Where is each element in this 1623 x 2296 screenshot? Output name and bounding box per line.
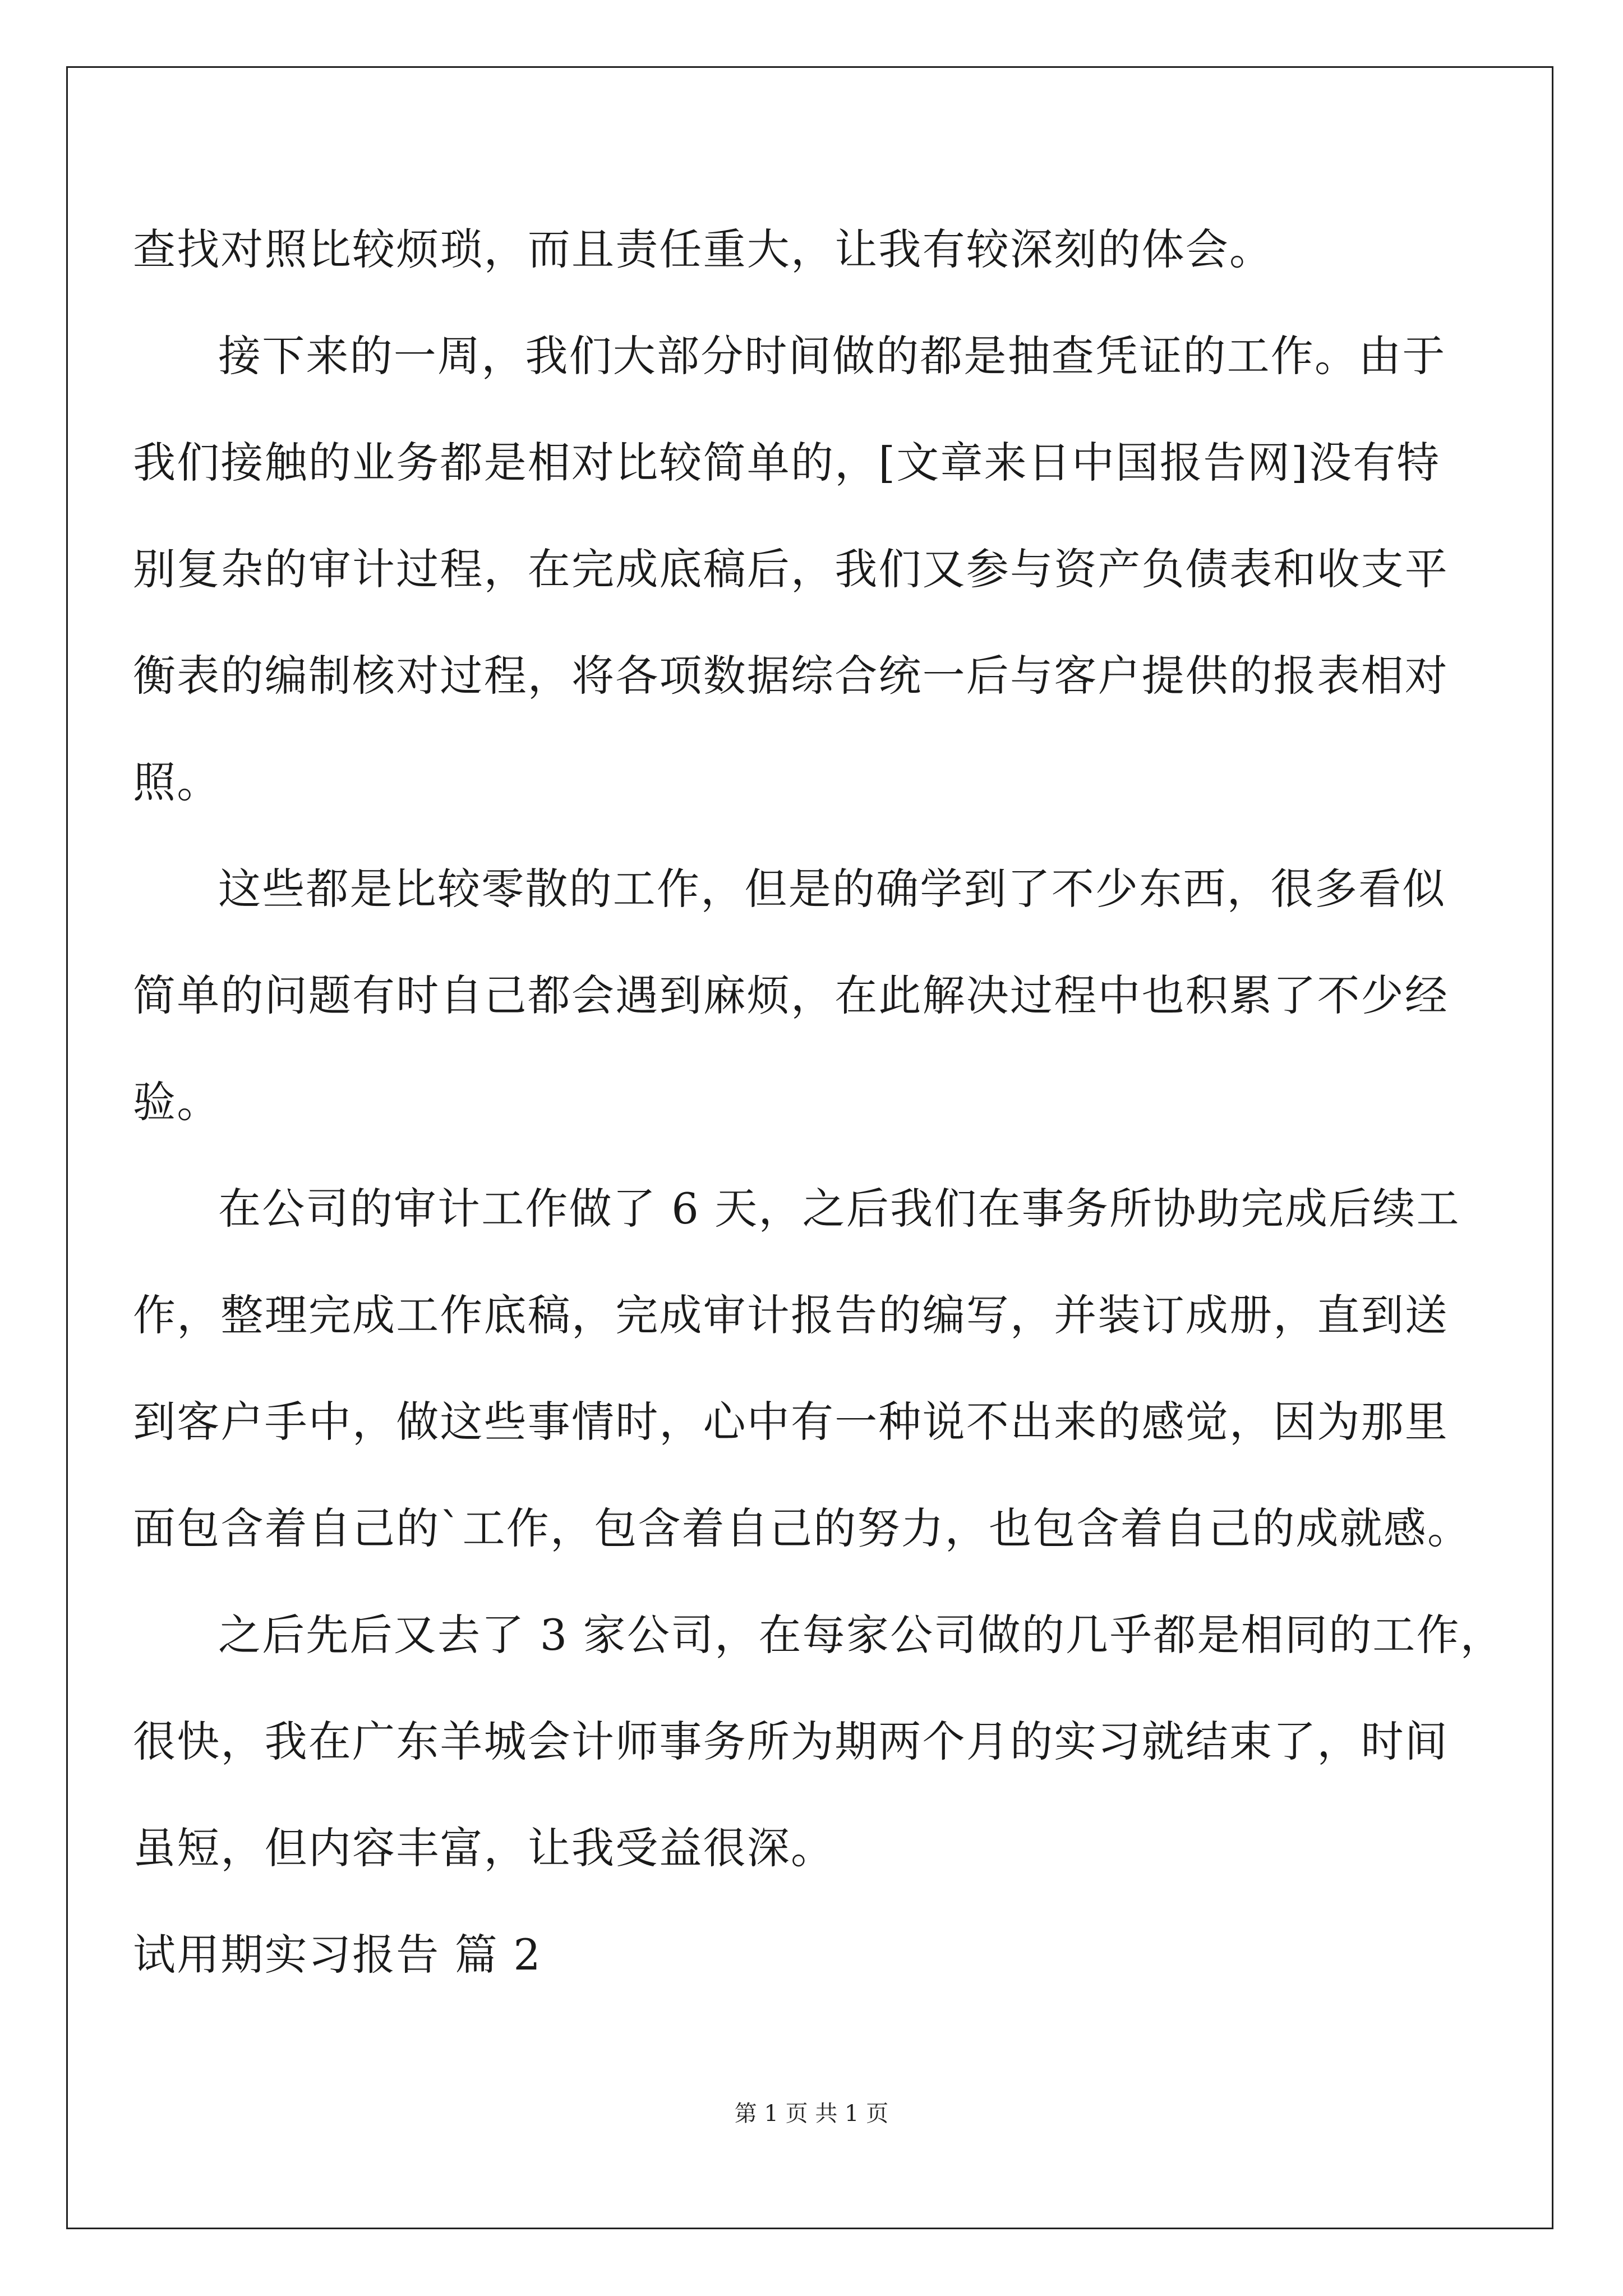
text-line: 我们接触的业务都是相对比较简单的，[文章来日中国报告网]没有特	[133, 438, 1441, 487]
text-line: 别复杂的审计过程，在完成底稿后，我们又参与资产负债表和收支平	[133, 544, 1449, 594]
text-line: 简单的问题有时自己都会遇到麻烦，在此解决过程中也积累了不少经	[133, 970, 1449, 1020]
page-footer	[0, 2097, 1623, 2131]
paragraph-start-line: 接下来的一周，我们大部分时间做的都是抽查凭证的工作。由于	[218, 331, 1446, 381]
text-line: 照。	[133, 757, 221, 807]
text-line: 虽短，但内容丰富，让我受益很深。	[133, 1823, 835, 1873]
text-line: 很快，我在广东羊城会计师事务所为期两个月的实习就结束了，时间	[133, 1717, 1449, 1766]
paragraph-start-line: 之后先后又去了 3 家公司，在每家公司做的几乎都是相同的工作，	[218, 1610, 1504, 1660]
text-line: 作，整理完成工作底稿，完成审计报告的编写，并装订成册，直到送	[133, 1290, 1449, 1340]
paragraph-start-line: 在公司的审计工作做了 6 天，之后我们在事务所协助完成后续工	[218, 1184, 1460, 1234]
text-line: 面包含着自己的`工作，包含着自己的努力，也包含着自己的成就感。	[133, 1503, 1472, 1553]
text-line: 衡表的编制核对过程，将各项数据综合统一后与客户提供的报表相对	[133, 651, 1449, 701]
page-border	[66, 66, 1553, 2229]
text-line: 到客户手中，做这些事情时，心中有一种说不出来的感觉，因为那里	[133, 1397, 1449, 1447]
page-number: 第 1 页 共 1 页	[734, 2101, 889, 2127]
paragraph-start-line: 这些都是比较零散的工作，但是的确学到了不少东西，很多看似	[218, 864, 1446, 914]
text-line: 验。	[133, 1077, 221, 1127]
text-line: 查找对照比较烦琐，而且责任重大，让我有较深刻的体会。	[133, 224, 1274, 274]
section-heading: 试用期实习报告 篇 2	[133, 1930, 542, 1980]
